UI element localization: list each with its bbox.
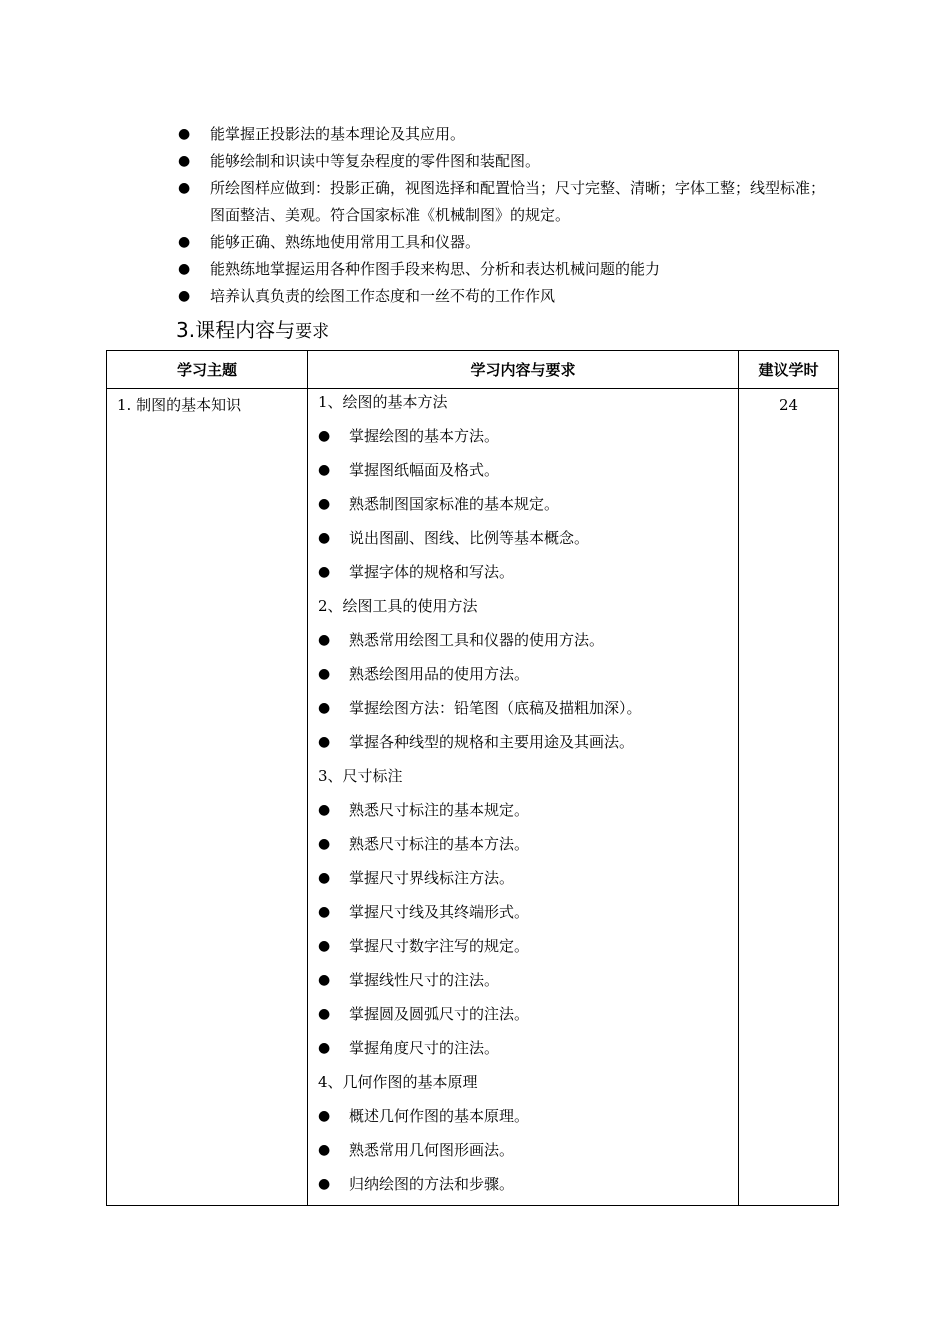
intro-bullet-text: 能够绘制和识读中等复杂程度的零件图和装配图。 [210,152,541,170]
table-header-row [107,351,839,389]
bullet-icon: ● [318,1176,331,1192]
section-heading-tail: 要求 [295,322,330,342]
bullet-icon: ● [318,666,331,682]
bullet-icon: ● [178,288,191,304]
column-header-content: 学习内容与要求 [308,351,739,389]
content-bullet-text: 掌握绘图的基本方法。 [349,427,500,445]
content-bullet-text: 熟悉尺寸标注的基本规定。 [349,801,530,819]
bullet-icon: ● [178,234,191,250]
intro-bullet-list [178,121,828,310]
intro-bullet-item [178,121,828,148]
intro-bullet-text: 能熟练地掌握运用各种作图手段来构思、分析和表达机械问题的能力 [210,260,661,278]
column-header-hours: 建议学时 [739,351,839,389]
content-bullet-item [318,831,738,865]
bullet-icon: ● [178,261,191,277]
content-section-title: 3、尺寸标注 [318,767,403,785]
content-section-title: 2、绘图工具的使用方法 [318,597,478,615]
content-bullet-item [318,1171,738,1205]
bullet-icon: ● [178,126,191,142]
content-bullet-item [318,627,738,661]
column-header-topic: 学习主题 [107,351,308,389]
content-lines [318,389,738,1205]
bullet-icon: ● [318,904,331,920]
bullet-icon: ● [178,153,191,169]
content-bullet-text: 掌握线性尺寸的注法。 [349,971,500,989]
intro-bullet-text: 能够正确、熟练地使用常用工具和仪器。 [210,233,481,251]
content-bullet-text: 掌握尺寸数字注写的规定。 [349,937,530,955]
content-bullet-item [318,865,738,899]
content-bullet-item [318,1001,738,1035]
content-bullet-text: 熟悉尺寸标注的基本方法。 [349,835,530,853]
content-bullet-text: 掌握绘图方法：铅笔图（底稿及描粗加深）。 [349,699,642,717]
content-bullet-text: 熟悉常用几何图形画法。 [349,1141,515,1159]
bullet-icon: ● [178,180,191,196]
intro-bullet-item [178,175,828,229]
bullet-icon: ● [318,938,331,954]
section-heading-main: 3.课程内容与 [176,318,296,342]
intro-bullet-item [178,229,828,256]
bullet-icon: ● [318,1142,331,1158]
topic-cell: 1. 制图的基本知识 [107,389,308,1206]
content-bullet-item [318,729,738,763]
bullet-icon: ● [318,462,331,478]
bullet-icon: ● [318,530,331,546]
bullet-icon: ● [318,972,331,988]
intro-bullet-item [178,148,828,175]
content-bullet-item [318,797,738,831]
content-bullet-item [318,695,738,729]
content-bullet-text: 掌握字体的规格和写法。 [349,563,515,581]
content-bullet-item [318,1035,738,1069]
content-bullet-text: 掌握尺寸线及其终端形式。 [349,903,530,921]
content-bullet-item [318,1137,738,1171]
bullet-icon: ● [318,870,331,886]
content-bullet-item [318,423,738,457]
bullet-icon: ● [318,632,331,648]
bullet-icon: ● [318,496,331,512]
intro-bullet-item [178,256,828,283]
content-bullet-text: 掌握角度尺寸的注法。 [349,1039,500,1057]
content-bullet-text: 说出图副、图线、比例等基本概念。 [349,529,590,547]
content-bullet-item [318,1103,738,1137]
content-bullet-item [318,967,738,1001]
content-bullet-item [318,525,738,559]
content-bullet-text: 概述几何作图的基本原理。 [349,1107,530,1125]
bullet-icon: ● [318,802,331,818]
table-row [107,389,839,1206]
content-bullet-text: 熟悉制图国家标准的基本规定。 [349,495,560,513]
content-bullet-text: 熟悉绘图用品的使用方法。 [349,665,530,683]
bullet-icon: ● [318,564,331,580]
content-bullet-item [318,457,738,491]
content-cell [308,389,739,1206]
intro-bullet-item [178,283,828,310]
intro-bullet-text: 所绘图样应做到：投影正确，视图选择和配置恰当；尺寸完整、清晰；字体工整；线型标准；图面整洁、美观。符合国家标准《机械制图》的规定。 [210,179,826,224]
content-bullet-text: 掌握各种线型的规格和主要用途及其画法。 [349,733,635,751]
bullet-icon: ● [318,836,331,852]
intro-bullet-text: 培养认真负责的绘图工作态度和一丝不苟的工作作风 [210,287,556,305]
section-heading [176,314,329,343]
content-bullet-text: 掌握圆及圆弧尺寸的注法。 [349,1005,530,1023]
content-bullet-text: 归纳绘图的方法和步骤。 [349,1175,515,1193]
content-bullet-item [318,899,738,933]
bullet-icon: ● [318,1040,331,1056]
intro-bullet-text: 能掌握正投影法的基本理论及其应用。 [210,125,466,143]
content-bullet-text: 掌握图纸幅面及格式。 [349,461,500,479]
content-bullet-item [318,933,738,967]
content-bullet-item [318,491,738,525]
content-section-title: 4、几何作图的基本原理 [318,1073,478,1091]
bullet-icon: ● [318,700,331,716]
course-content-table [106,350,839,1206]
content-section-title: 1、绘图的基本方法 [318,393,448,411]
content-bullet-text: 熟悉常用绘图工具和仪器的使用方法。 [349,631,605,649]
content-bullet-item [318,661,738,695]
bullet-icon: ● [318,1006,331,1022]
hours-cell: 24 [739,389,839,1206]
bullet-icon: ● [318,1108,331,1124]
bullet-icon: ● [318,428,331,444]
content-bullet-item [318,559,738,593]
bullet-icon: ● [318,734,331,750]
content-bullet-text: 掌握尺寸界线标注方法。 [349,869,515,887]
